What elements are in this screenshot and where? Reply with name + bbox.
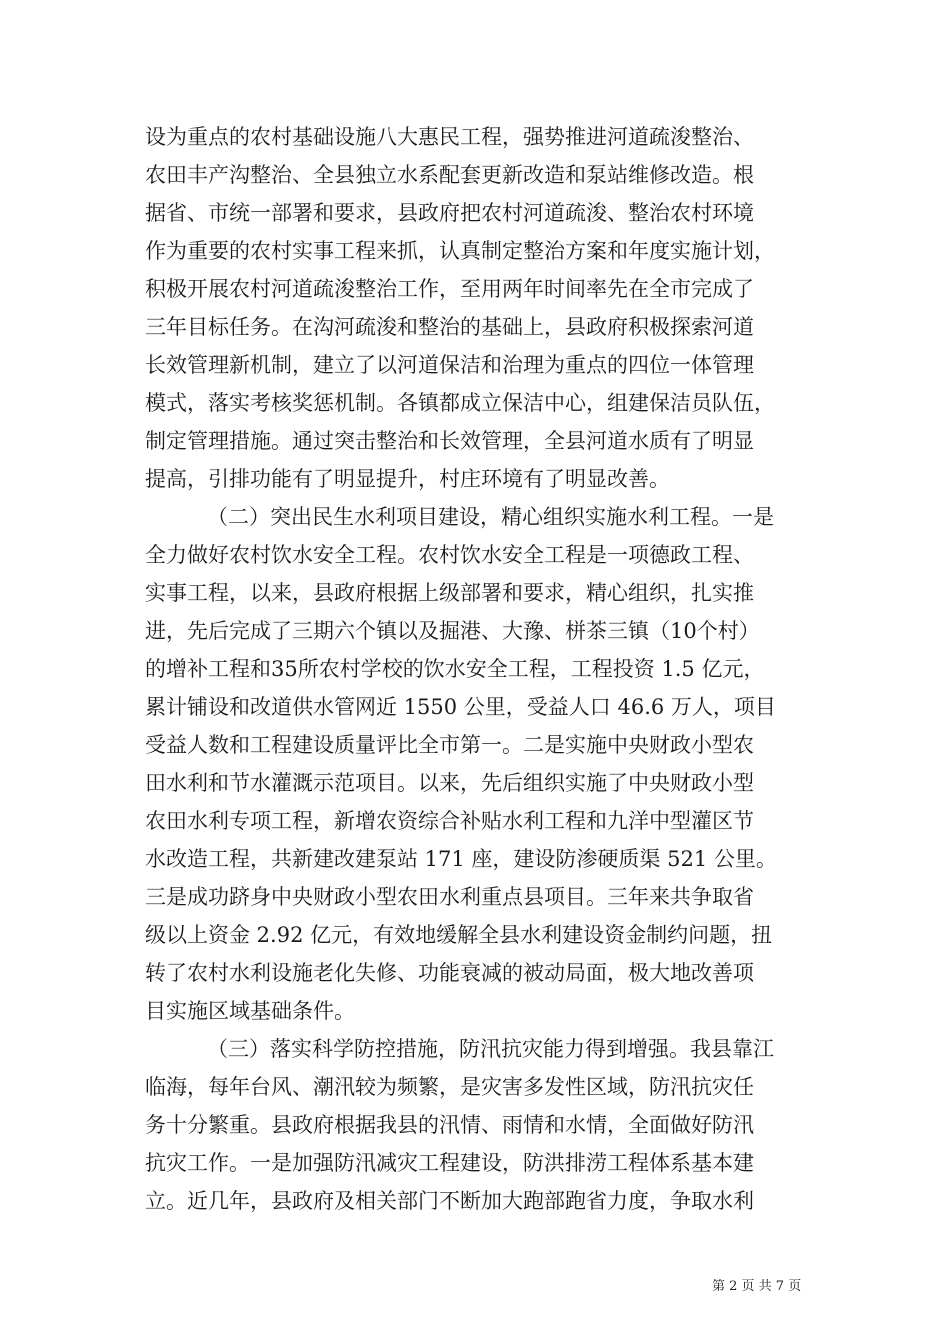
text-line: 立。近几年，县政府及相关部门不断加大跑部跑省力度，争取水利 bbox=[145, 1189, 754, 1213]
page-number-footer: 第 2 页 共 7 页 bbox=[712, 1279, 802, 1294]
text-line: 据省、市统一部署和要求，县政府把农村河道疏浚、整治农村环境 bbox=[145, 201, 754, 225]
text-line: 目实施区域基础条件。 bbox=[145, 999, 355, 1023]
text-line: 制定管理措施。通过突击整治和长效管理，全县河道水质有了明显 bbox=[145, 429, 754, 453]
text-line: 农田水利专项工程，新增农资综合补贴水利工程和九洋中型灌区节 bbox=[145, 809, 754, 833]
text-line: 级以上资金 2.92 亿元，有效地缓解全县水利建设资金制约问题，扭 bbox=[145, 923, 773, 947]
text-line: 实事工程，以来，县政府根据上级部署和要求，精心组织，扎实推 bbox=[145, 581, 754, 605]
text-line: 临海，每年台风、潮汛较为频繁，是灾害多发性区域，防汛抗灾任 bbox=[145, 1075, 754, 1099]
document-body bbox=[145, 118, 805, 1220]
text-line: 三是成功跻身中央财政小型农田水利重点县项目。三年来共争取省 bbox=[145, 885, 754, 909]
text-line: 设为重点的农村基础设施八大惠民工程，强势推进河道疏浚整治、 bbox=[145, 125, 754, 149]
text-line: 提高，引排功能有了明显提升，村庄环境有了明显改善。 bbox=[145, 467, 670, 491]
text-line: 受益人数和工程建设质量评比全市第一。二是实施中央财政小型农 bbox=[145, 733, 754, 757]
text-line: 积极开展农村河道疏浚整治工作，至用两年时间率先在全市完成了 bbox=[145, 277, 754, 301]
text-line: 模式，落实考核奖惩机制。各镇都成立保洁中心，组建保洁员队伍， bbox=[145, 391, 775, 415]
text-line: 进，先后完成了三期六个镇以及掘港、大豫、栟茶三镇（10个村） bbox=[145, 619, 760, 643]
text-line: 水改造工程，共新建改建泵站 171 座，建设防渗硬质渠 521 公里。 bbox=[145, 847, 777, 871]
text-line: 转了农村水利设施老化失修、功能衰减的被动局面，极大地改善项 bbox=[145, 961, 754, 985]
text-line: 长效管理新机制，建立了以河道保洁和治理为重点的四位一体管理 bbox=[145, 353, 754, 377]
text-line: 的增补工程和35所农村学校的饮水安全工程，工程投资 1.5 亿元， bbox=[145, 657, 765, 681]
text-line: 抗灾工作。一是加强防汛减灾工程建设，防洪排涝工程体系基本建 bbox=[145, 1151, 754, 1175]
text-line: 全力做好农村饮水安全工程。农村饮水安全工程是一项德政工程、 bbox=[145, 543, 754, 567]
text-line: 作为重要的农村实事工程来抓，认真制定整治方案和年度实施计划， bbox=[145, 239, 775, 263]
paragraph-start-line: （二）突出民生水利项目建设，精心组织实施水利工程。一是 bbox=[207, 505, 774, 529]
text-line: 农田丰产沟整治、全县独立水系配套更新改造和泵站维修改造。根 bbox=[145, 163, 754, 187]
text-line: 田水利和节水灌溉示范项目。以来，先后组织实施了中央财政小型 bbox=[145, 771, 754, 795]
text-line: 累计铺设和改道供水管网近 1550 公里，受益人口 46.6 万人，项目 bbox=[145, 695, 776, 719]
text-line: 三年目标任务。在沟河疏浚和整治的基础上，县政府积极探索河道 bbox=[145, 315, 754, 339]
paragraph-start-line: （三）落实科学防控措施，防汛抗灾能力得到增强。我县靠江 bbox=[207, 1037, 774, 1061]
text-line: 务十分繁重。县政府根据我县的汛情、雨情和水情，全面做好防汛 bbox=[145, 1113, 754, 1137]
